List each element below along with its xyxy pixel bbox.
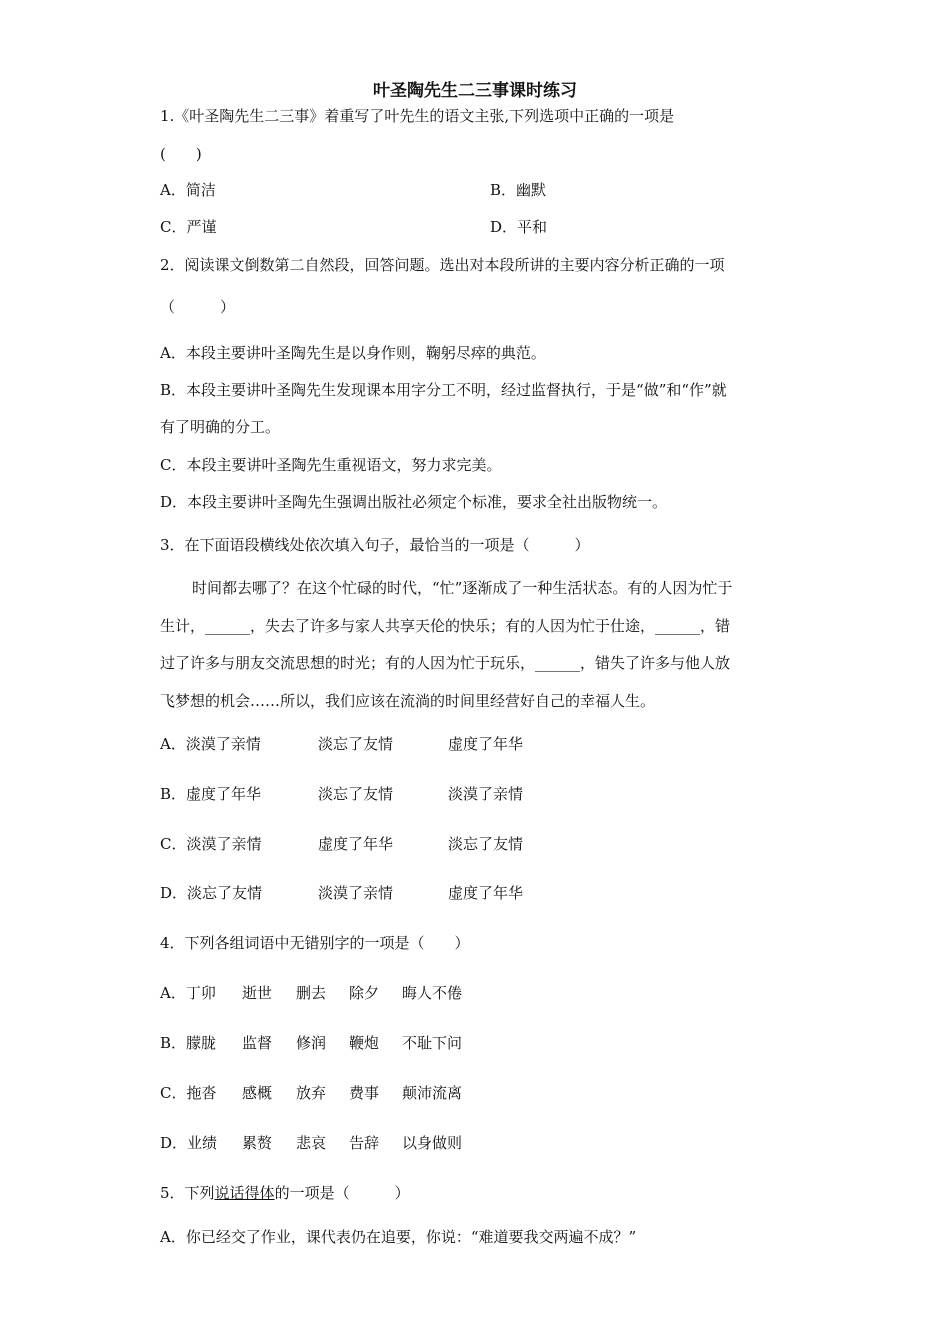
q3-option-part: 虚度了年华 bbox=[448, 735, 524, 753]
q3-stem: 3．在下面语段横线处依次填入句子，最恰当的一项是（ ） bbox=[160, 536, 590, 554]
q3-option-part: A．淡漠了亲情 bbox=[160, 735, 261, 753]
q1-stem: 1.《叶圣陶先生二三事》着重写了叶先生的语文主张,下列选项中正确的一项是 bbox=[160, 107, 675, 125]
q3-option-part: 虚度了年华 bbox=[318, 835, 394, 853]
q4-option-d bbox=[160, 1133, 462, 1153]
q5-stem-suffix: 的一项是（ ） bbox=[274, 1184, 410, 1202]
page-title: 叶圣陶先生二三事课时练习 bbox=[373, 81, 577, 101]
q4-word: 放弃 bbox=[296, 1084, 327, 1102]
q3-option-d bbox=[160, 883, 523, 903]
q4-word: 颠沛流离 bbox=[402, 1084, 463, 1102]
q3-passage-line: 过了许多与朋友交流思想的时光；有的人因为忙于玩乐，______，错失了许多与他人放 bbox=[160, 654, 731, 672]
q4-word: 逝世 bbox=[242, 984, 273, 1002]
q3-passage-line: 飞梦想的机会……所以，我们应该在流淌的时间里经营好自己的幸福人生。 bbox=[160, 692, 656, 710]
q2-option-d: D．本段主要讲叶圣陶先生强调出版社必须定个标准，要求全社出版物统一。 bbox=[160, 493, 668, 511]
q3-option-part: C．淡漠了亲情 bbox=[160, 835, 262, 853]
q4-word: 告辞 bbox=[349, 1134, 380, 1152]
q1-option-c: C．严谨 bbox=[160, 218, 217, 236]
q4-word: 删去 bbox=[296, 984, 327, 1002]
q4-word: 费事 bbox=[349, 1084, 380, 1102]
q4-word: 鞭炮 bbox=[349, 1034, 380, 1052]
q3-option-part: D．淡忘了友情 bbox=[160, 884, 263, 902]
q1-option-a: A．简洁 bbox=[160, 181, 216, 199]
q2-stem: 2．阅读课文倒数第二自然段，回答问题。选出对本段所讲的主要内容分析正确的一项 bbox=[160, 256, 725, 274]
q4-option-c bbox=[160, 1083, 462, 1103]
q2-answer-paren: （ ） bbox=[160, 298, 236, 316]
q2-option-a: A．本段主要讲叶圣陶先生是以身作则，鞠躬尽瘁的典范。 bbox=[160, 344, 546, 362]
q4-option-a bbox=[160, 983, 462, 1003]
q4-word: A．丁卯 bbox=[160, 984, 216, 1002]
q4-stem: 4．下列各组词语中无错别字的一项是（ ） bbox=[160, 934, 470, 952]
q5-stem bbox=[160, 1183, 410, 1203]
q3-passage-line: 时间都去哪了？在这个忙碌的时代，“忙”逐渐成了一种生活状态。有的人因为忙于 bbox=[192, 579, 733, 597]
q4-word: C．拖沓 bbox=[160, 1084, 217, 1102]
q3-option-part: 淡忘了友情 bbox=[318, 735, 394, 753]
q1-answer-paren: ( ) bbox=[160, 145, 202, 163]
q4-option-b bbox=[160, 1033, 462, 1053]
q4-word: B．朦胧 bbox=[160, 1034, 217, 1052]
q3-option-a bbox=[160, 734, 523, 754]
q4-word: 除夕 bbox=[349, 984, 380, 1002]
q3-option-part: 淡漠了亲情 bbox=[318, 884, 394, 902]
q5-stem-prefix: 5．下列 bbox=[160, 1184, 215, 1202]
q4-word: 悲哀 bbox=[296, 1134, 327, 1152]
q4-word: 以身做则 bbox=[402, 1134, 463, 1152]
q1-option-b: B．幽默 bbox=[490, 181, 547, 199]
q4-word: 累赘 bbox=[242, 1134, 273, 1152]
q5-stem-underlined: 说话得体 bbox=[214, 1184, 275, 1202]
q2-option-c: C．本段主要讲叶圣陶先生重视语文，努力求完美。 bbox=[160, 456, 502, 474]
q4-word: 不耻下问 bbox=[402, 1034, 463, 1052]
q4-word: 修润 bbox=[296, 1034, 327, 1052]
q3-option-part: 淡忘了友情 bbox=[448, 835, 524, 853]
q2-option-b-cont: 有了明确的分工。 bbox=[160, 418, 281, 436]
q2-option-b: B．本段主要讲叶圣陶先生发现课本用字分工不明，经过监督执行，于是“做”和“作”就 bbox=[160, 381, 727, 399]
q4-word: 感概 bbox=[242, 1084, 273, 1102]
q4-word: 晦人不倦 bbox=[402, 984, 463, 1002]
q3-option-part: B．虚度了年华 bbox=[160, 785, 262, 803]
q3-option-c bbox=[160, 834, 523, 854]
q4-word: D．业绩 bbox=[160, 1134, 218, 1152]
q3-option-part: 虚度了年华 bbox=[448, 884, 524, 902]
q5-option-a: A．你已经交了作业，课代表仍在追要，你说：“难道要我交两遍不成？” bbox=[160, 1228, 637, 1246]
q3-option-part: 淡漠了亲情 bbox=[448, 785, 524, 803]
q3-option-b bbox=[160, 784, 523, 804]
q3-passage-line: 生计，______，失去了许多与家人共享天伦的快乐；有的人因为忙于仕途，______，错 bbox=[160, 617, 731, 635]
q4-word: 监督 bbox=[242, 1034, 273, 1052]
q3-option-part: 淡忘了友情 bbox=[318, 785, 394, 803]
q1-option-d: D．平和 bbox=[490, 218, 548, 236]
